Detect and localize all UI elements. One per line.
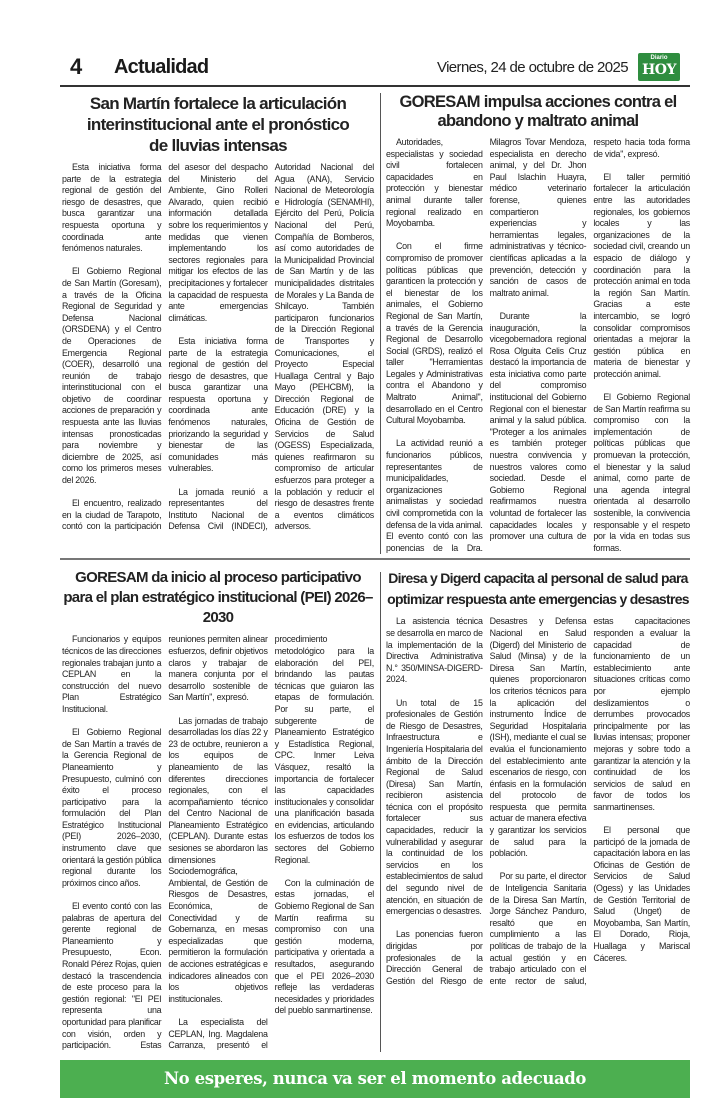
article-paragraph: Un total de 15 profesionales de Gestión de Riesgo de Desastres, Infraestructura e Ingeniería Hospitalaria del ámbito de la Dirección Regional de Salud (Diresa) San Martín, recibieron asistencia técnica con el propósito fortalecer sus capacidades, reducir la vulnerabilidad y asegurar la continuidad de los servicios en los establecimientos de salud del segundo nivel de atención, en situación de emergencias o desastres. (385, 697, 483, 917)
issue-date: Viernes, 24 de octubre de 2025 (436, 58, 628, 76)
article-paragraph: El Gobierno Regional de San Martín reafirma su compromiso con la implementación de políticas públicas que promuevan la protección, el bienestar y la salud animal, como parte de una agenda integral orientada al desarrollo sostenible, la convivencia responsable y el respeto por la vida en todas sus formas. (593, 392, 690, 553)
article-paragraph: Las jornadas de trabajo desarrolladas los días 22 y 23 de octubre, reunieron a los equipos de planeamiento de las diferentes direcciones regionales, con el acompañamiento técnico del Centro Nacional de Planeamiento Estratégico (CEPLAN). Durante estas sesiones se abordaron las dimensiones Sociodemográfica, Ambiental, de Gestión de Riesgos de Desastres, Económica, de Conectividad y de Gobernanza, en mesas especializadas que permitieron la formulación de acciones estratégicas e indicadores alineados con los objetivos institucionales. (168, 715, 268, 1004)
column-divider (380, 572, 381, 1051)
bottom-row (60, 566, 690, 1051)
article-paragraph: El personal que participó de la jornada de capacitación labora en las Oficinas de Gestión de Servicios de Salud (Ogess) y las Unidades de Gestión Territorial de Salud (Unget) de Moyobamba, San Martín, El Dorado, Rioja, Huallaga y Mariscal Cáceres. (593, 825, 690, 963)
article-paragraph: El encuentro, realizado en la ciudad de Tarapoto, contó con la participación del asesor del despacho del Ministerio del Ambiente, Gino Rolleri Alvarado, quien recibió información detallada sobre los requerimientos y medidas que vienen implementando los sectores regionales para mitigar los efectos de las precipitaciones y fortalecer la capacidad de respuesta ante emergencias climáticas. (62, 162, 268, 532)
article-paragraph: Esta iniciativa forma parte de la estrategia regional de gestión del riesgo de desastres, que busca garantizar una respuesta oportuna y coordinada ante fenómenos naturales, priorizando la seguridad y bienestar de las comunidades más vulnerables. (168, 335, 268, 474)
article-title: GORESAM da inicio al proceso participativo para el plan estratégico institucional (PEI) 2026–2030 (63, 569, 373, 627)
article-paragraph: La especialista del CEPLAN, Ing. Magdalena Carranza, presentó el procedimiento metodológico para la elaboración del PEI, brindando las pautas técnicas que guiaron las etapas de formulación. Por su parte, el subgerente de Planeamiento Estratégico y Estadística Regional, CPC. Inmer Leiva Vásquez, resaltó la importancia de fortalecer las capacidades institucionales y consolidar una planificación basada en evidencias, articulando los esfuerzos de todos los sectores del Gobierno Regional. (168, 634, 374, 1051)
article-paragraph: Durante la inauguración, la vicegobernadora regional Rosa Olguita Celis Cruz destacó la importancia de esta iniciativa como parte del compromiso institucional del Gobierno Regional con el bienestar animal y la salud pública. "Proteger a los animales es también proteger nuestra convivencia y nuestros valores como sociedad. Desde el Gobierno Regional reafirmamos nuestra voluntad de fortalecer las capacidades locales y promover una cultura de respeto hacia toda forma de vida", expresó. (489, 137, 690, 542)
article-body (62, 634, 374, 1051)
article-paragraph: El taller permitió fortalecer la articulación entre las autoridades regionales, los gobiernos locales y las organizaciones de la sociedad civil, creando un espacio de diálogo y coordinación para la protección animal en toda la región San Martín. Gracias a este intercambio, se logró consolidar compromisos orientadas a mejorar la gestión pública en materia de bienestar y protección animal. (593, 171, 690, 379)
article-title: San Martín fortalece la articulación interinstitucional ante el pronóstico de lluvias intensas (86, 94, 350, 155)
newspaper-page (60, 50, 690, 1098)
logo-top-text: Diario (650, 55, 668, 61)
article-paragraph: El evento contó con las palabras de apertura del gerente regional de Planeamiento y Presupuesto, Econ. Ronald Pérez Rojas, quien destacó la trascendencia de este proceso para la gestión regional: "El PEI representa una oportunidad para planificar con visión, orden y participación. Estas reuniones permiten alinear esfuerzos, definir objetivos claros y trabajar de manera conjunta por el desarrollo sostenible de San Martín", expresó. (62, 634, 268, 1051)
article-paragraph: Por su parte, el director de Inteligencia Sanitaria de la Diresa San Martín, Jorge Sánchez Panduro, resaltó que en cumplimiento a las políticas de trabajo de la actual gestión y en trabajo articulado con el ente rector de salud, estas capacitaciones responden a evaluar la capacidad de funcionamiento de un establecimiento ante situaciones críticas como por ejemplo deslizamientos o derrumbes provocados principalmente por las lluvias intensas; proponer mejoras y sobre todo a garantizar la atención y la continuidad de los servicios de salud en favor de todos los sanmartinenses. (489, 616, 690, 986)
section-title: Actualidad (114, 55, 209, 78)
article (60, 566, 374, 1051)
article-body (62, 162, 374, 533)
article-paragraph: La asistencia técnica se desarrolla en marco de la implementación de la Directiva Administrativa N.° 350/MINSA-DIGERD-2024. (385, 616, 483, 685)
article (60, 87, 374, 554)
article (386, 566, 690, 1051)
newspaper-logo (638, 53, 680, 81)
article-paragraph: La jornada reunió a representantes del Instituto Nacional de Defensa Civil (INDECI), Autoridad Nacional del Agua (ANA), Servicio Nacional de Meteorología e Hidrología (SENAMHI), Ejército del Perú, Policía Nacional del Perú, Compañía de Bomberos, así como autoridades de la Municipalidad Provincial de San Martín y de las municipalidades distritales de Morales y La Banda de Shilcayo. También participaron funcionarios de la Dirección Regional de Transportes y Comunicaciones, el Proyecto Especial Huallaga Central y Bajo Mayo (PEHCBM), la Dirección Regional de Educación (DRE) y la Oficina de Gestión de Servicios de Salud (OGESS) Especializada, quienes reafirmaron su compromiso de articular esfuerzos para proteger a la población y reducir el riesgo de desastres frente a eventos climáticos adversos. (168, 162, 374, 532)
article-paragraph: Las ponencias fueron dirigidas por profesionales de la Dirección General de Gestión del Riesgo de Desastres y Defensa Nacional en Salud (Digerd) del Ministerio de Salud (Minsa) y de la Diresa San Martín, quienes proporcionaron los criterios técnicos para la aplicación del instrumento Índice de Seguridad Hospitalaria (ISH), mediante el cual se evalúa el funcionamiento del establecimiento ante escenarios de riesgo, con énfasis en la formulación del protocolo de respuesta que permita actuar de manera efectiva y garantizar los servicios de salud para la población. (385, 616, 587, 986)
page-header (60, 50, 690, 84)
top-row (60, 87, 690, 554)
article-paragraph: Funcionarios y equipos técnicos de las direcciones regionales trabajan junto a CEPLAN en la construcción del nuevo Plan Estratégico Institucional. (62, 634, 162, 714)
article-body (386, 616, 690, 987)
article-paragraph: La actividad reunió a funcionarios públicos, representantes de municipalidades, organizaciones animalistas y sociedad civil comprometida con la defensa de la vida animal. El evento contó con las ponencias de la Dra. Milagros Tovar Mendoza, especialista en derecho animal, y del Dr. Jhon Paul Islachin Huayra, médico veterinario forense, quienes compartieron experiencias y herramientas legales, administrativas y técnico-científicas aplicadas a la prevención, detección y sanción de casos de maltrato animal. (385, 137, 587, 553)
page-number: 4 (70, 54, 82, 79)
article-paragraph: Autoridades, especialistas y sociedad civil fortalecen capacidades en protección y bienestar animal durante taller regional realizado en Moyobamba. (385, 137, 483, 229)
article-paragraph: El Gobierno Regional de San Martín (Goresam), a través de la Oficina Regional de Seguridad y Defensa Nacional (ORSDENA) y el Centro de Operaciones de Emergencia Regional (COER), desarrolló una reunión de trabajo interinstitucional con el objetivo de coordinar acciones de preparación y respuesta ante las lluvias intensas pronosticadas para noviembre y diciembre de 2025, así como los primeros meses del 2026. (62, 266, 162, 486)
slogan-banner: No esperes, nunca va ser el momento adecuado (60, 1060, 690, 1098)
article-paragraph: Con la culminación de estas jornadas, el Gobierno Regional de San Martín reafirma su compromiso con una gestión moderna, participativa y orientada a resultados, asegurando que el PEI 2026–2030 refleje las verdaderas necesidades y prioridades del pueblo sanmartinense. (274, 877, 374, 1016)
article (386, 87, 690, 554)
article-title: GORESAM impulsa acciones contra el abandono y maltrato animal (399, 93, 677, 130)
article-body (386, 137, 690, 554)
logo-name: HOY (642, 62, 676, 78)
section-rule (60, 558, 690, 560)
article-paragraph: Esta iniciativa forma parte de la estrategia regional de gestión del riesgo de desastres, que busca garantizar una respuesta oportuna y coordinada ante fenómenos naturales. (62, 162, 162, 254)
article-paragraph: Con el firme compromiso de promover políticas públicas que garanticen la protección y el bienestar de los animales, el Gobierno Regional de San Martín, a través de la Gerencia Regional de Desarrollo Social (GRDS), realizó el taller "Herramientas Legales y Administrativas contra el Abandono y Maltrato Animal", desarrollado en el Centro Cultural Moyobamba. (385, 241, 483, 426)
article-title: Diresa y Digerd capacita al personal de salud para optimizar respuesta ante emergencias y desastres (387, 570, 689, 608)
column-divider (380, 93, 381, 554)
article-paragraph: El Gobierno Regional de San Martín a través de la Gerencia Regional de Planeamiento y Presupuesto, culminó con éxito el proceso participativo para la formulación del Plan Estratégico Institucional (PEI) 2026–2030, instrumento clave que orientará la gestión pública regional durante los próximos cinco años. (62, 727, 162, 888)
